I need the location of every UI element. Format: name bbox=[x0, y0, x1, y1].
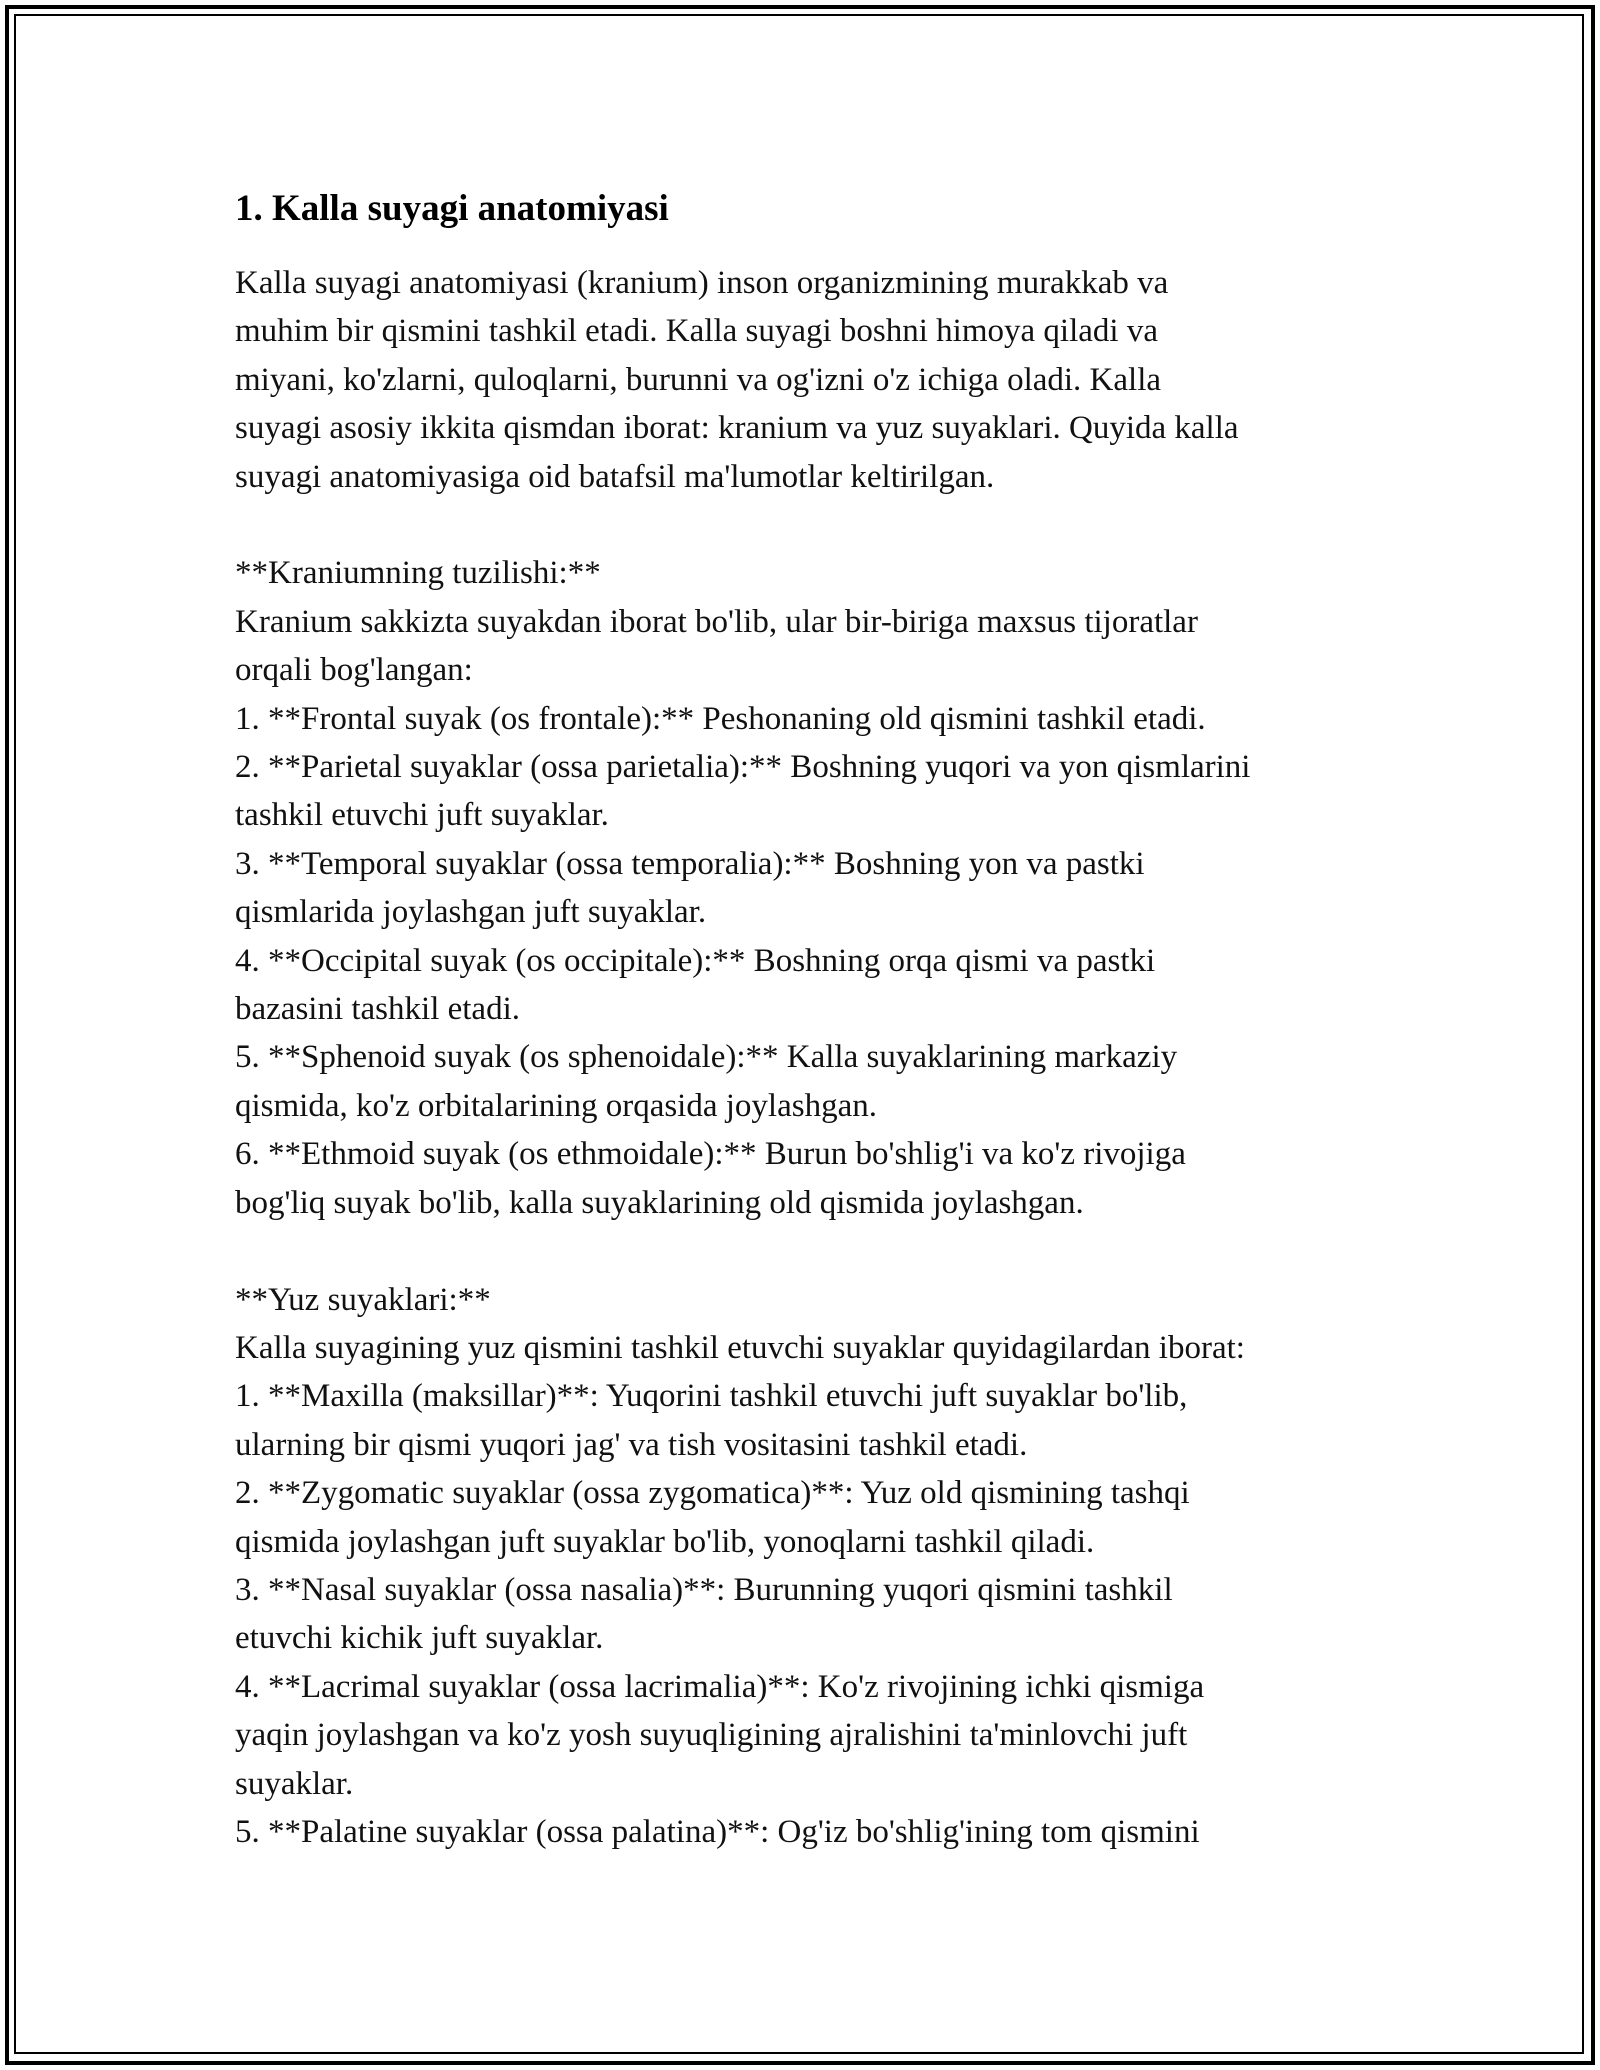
list-item: 1. **Frontal suyak (os frontale):** Peshonaning old qismini tashkil etadi. bbox=[235, 700, 1206, 737]
list-item: 5. **Palatine suyaklar (ossa palatina)**: Og'iz bo'shlig'ining tom qismini bbox=[235, 1813, 1200, 1850]
text-line: Kalla suyagining yuz qismini tashkil etuvchi suyaklar quyidagilardan iborat: bbox=[235, 1329, 1245, 1366]
list-item-continuation: qismida joylashgan juft suyaklar bo'lib, yonoqlarni tashkil qiladi. bbox=[235, 1523, 1095, 1560]
list-item: 3. **Nasal suyaklar (ossa nasalia)**: Burunning yuqori qismini tashkil bbox=[235, 1571, 1173, 1608]
list-item: 4. **Lacrimal suyaklar (ossa lacrimalia)**: Ko'z rivojining ichki qismiga bbox=[235, 1668, 1205, 1705]
paragraph-gap bbox=[235, 501, 1385, 549]
list-item-continuation: bog'liq suyak bo'lib, kalla suyaklarining old qismida joylashgan. bbox=[235, 1184, 1084, 1221]
cranium-section-title: **Kraniumning tuzilishi:** bbox=[235, 555, 601, 592]
list-item: 5. **Sphenoid suyak (os sphenoidale):** Kalla suyaklarining markaziy bbox=[235, 1039, 1178, 1076]
list-item-continuation: etuvchi kichik juft suyaklar. bbox=[235, 1620, 604, 1657]
text-line: Kranium sakkizta suyakdan iborat bo'lib, ular bir-biriga maxsus tijoratlar bbox=[235, 603, 1198, 640]
list-item-continuation: ularning bir qismi yuqori jag' va tish vositasini tashkil etadi. bbox=[235, 1426, 1028, 1463]
text-line: miyani, ko'zlarni, quloqlarni, burunni va og'izni o'z ichiga oladi. Kalla bbox=[235, 361, 1162, 398]
text-line: Kalla suyagi anatomiyasi (kranium) inson organizmining murakkab va bbox=[235, 265, 1169, 301]
list-item: 4. **Occipital suyak (os occipitale):** Boshning orqa qismi va pastki bbox=[235, 942, 1156, 979]
list-item-continuation: yaqin joylashgan va ko'z yosh suyuqligining ajralishini ta'minlovchi juft bbox=[235, 1717, 1188, 1754]
list-item: 1. **Maxilla (maksillar)**: Yuqorini tashkil etuvchi juft suyaklar bo'lib, bbox=[235, 1378, 1188, 1415]
list-item: 2. **Zygomatic suyaklar (ossa zygomatica)**: Yuz old qismining tashqi bbox=[235, 1475, 1190, 1512]
list-item-continuation: suyaklar. bbox=[235, 1765, 354, 1802]
list-item: 2. **Parietal suyaklar (ossa parietalia):** Boshning yuqori va yon qismlarini bbox=[235, 749, 1251, 786]
face-section-title: **Yuz suyaklari:** bbox=[235, 1281, 491, 1318]
intro-paragraph bbox=[235, 259, 1385, 1856]
list-item-continuation: bazasini tashkil etadi. bbox=[235, 991, 520, 1028]
text-line: suyagi anatomiyasiga oid batafsil ma'lumotlar keltirilgan. bbox=[235, 458, 995, 495]
list-item-continuation: tashkil etuvchi juft suyaklar. bbox=[235, 797, 609, 834]
list-item-continuation: qismlarida joylashgan juft suyaklar. bbox=[235, 894, 707, 931]
paragraph-gap bbox=[235, 1227, 1385, 1275]
document-body bbox=[235, 187, 1385, 1856]
section-heading: 1. Kalla suyagi anatomiyasi bbox=[235, 188, 669, 229]
list-item: 6. **Ethmoid suyak (os ethmoidale):** Burun bo'shlig'i va ko'z rivojiga bbox=[235, 1136, 1186, 1173]
list-item-continuation: qismida, ko'z orbitalarining orqasida joylashgan. bbox=[235, 1087, 877, 1124]
list-item: 3. **Temporal suyaklar (ossa temporalia):** Boshning yon va pastki bbox=[235, 845, 1145, 882]
text-line: muhim bir qismini tashkil etadi. Kalla suyagi boshni himoya qiladi va bbox=[235, 313, 1158, 350]
text-line: suyagi asosiy ikkita qismdan iborat: kranium va yuz suyaklari. Quyida kalla bbox=[235, 410, 1239, 447]
text-line: orqali bog'langan: bbox=[235, 652, 473, 689]
